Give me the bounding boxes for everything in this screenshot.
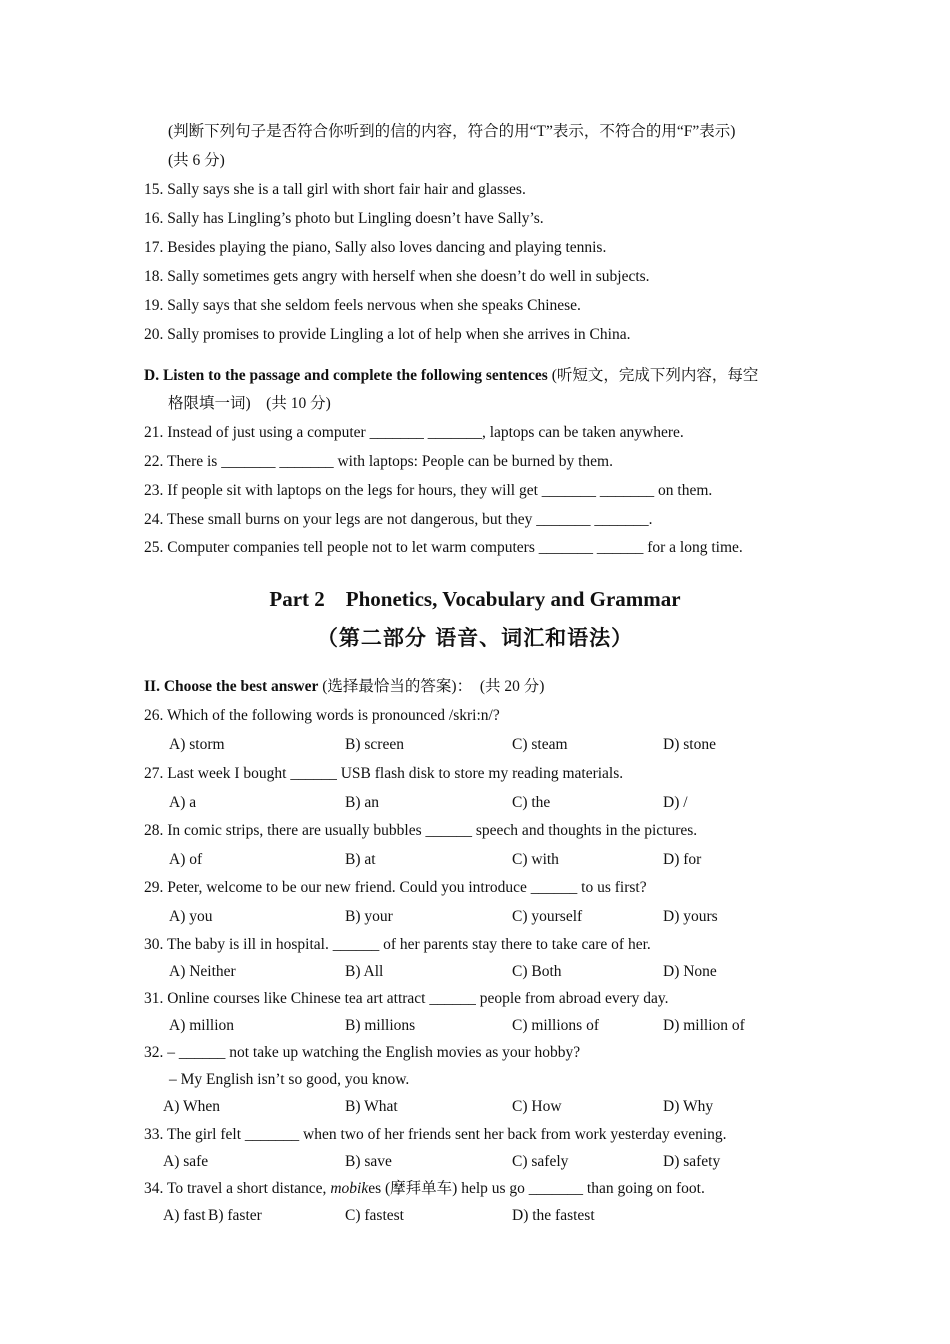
option-b: B) at bbox=[345, 851, 376, 868]
part-subtitle: （第二部分 语音、词汇和语法） bbox=[316, 626, 634, 650]
list-item: 23. If people sit with laptops on the legs for hours, they will get _______ _______ on them. bbox=[144, 482, 713, 499]
option-a: A) Neither bbox=[169, 963, 236, 980]
option-b: B) All bbox=[345, 963, 384, 980]
question-stem: 33. The girl felt _______ when two of her friends sent her back from work yesterday evening. bbox=[144, 1126, 727, 1143]
option-d: D) yours bbox=[663, 908, 718, 925]
list-item: 22. There is _______ _______ with laptops: People can be burned by them. bbox=[144, 453, 613, 470]
option-a: A) you bbox=[169, 908, 213, 925]
question-stem-part1: 34. To travel a short distance, bbox=[144, 1180, 331, 1197]
option-a: A) of bbox=[169, 851, 203, 868]
option-c: C) millions of bbox=[512, 1017, 599, 1034]
option-b: B) save bbox=[345, 1153, 392, 1170]
option-a: A) fast bbox=[163, 1207, 206, 1224]
option-a: A) million bbox=[169, 1017, 235, 1034]
option-d: D) safety bbox=[663, 1153, 721, 1170]
option-c: C) yourself bbox=[512, 908, 583, 925]
question-stem-part2: es (摩拜单车) help us go _______ than going on foot. bbox=[368, 1180, 705, 1197]
option-b: B) faster bbox=[208, 1207, 262, 1224]
question-stem: 30. The baby is ill in hospital. ______ of her parents stay there to take care of her. bbox=[144, 936, 651, 953]
option-b: B) millions bbox=[345, 1017, 416, 1034]
option-c: C) fastest bbox=[345, 1207, 404, 1224]
section-d-heading-line2: 格限填一词) (共 10 分) bbox=[168, 395, 331, 412]
question-stem: 29. Peter, welcome to be our new friend. Could you introduce ______ to us first? bbox=[144, 879, 647, 896]
question-stem-reply: – My English isn’t so good, you know. bbox=[169, 1071, 410, 1088]
question-stem: 27. Last week I bought ______ USB flash disk to store my reading materials. bbox=[144, 765, 624, 782]
section-d-heading-cn: (听短文，完成下列内容，每空 bbox=[547, 367, 759, 384]
option-a: A) storm bbox=[169, 736, 225, 753]
list-item: 20. Sally promises to provide Lingling a lot of help when she arrives in China. bbox=[144, 326, 631, 343]
option-c: C) steam bbox=[512, 736, 568, 753]
list-item: 25. Computer companies tell people not to let warm computers _______ ______ for a long time. bbox=[144, 539, 743, 556]
option-d: D) None bbox=[663, 963, 717, 980]
option-a: A) When bbox=[163, 1098, 220, 1115]
option-c: C) How bbox=[512, 1098, 562, 1115]
question-stem: 26. Which of the following words is pronounced /skri:n/? bbox=[144, 707, 500, 724]
list-item: 21. Instead of just using a computer _______ _______, laptops can be taken anywhere. bbox=[144, 424, 684, 441]
option-c: C) with bbox=[512, 851, 559, 868]
option-b: B) screen bbox=[345, 736, 404, 753]
option-b: B) an bbox=[345, 794, 380, 811]
question-stem: 31. Online courses like Chinese tea art attract ______ people from abroad every day. bbox=[144, 990, 669, 1007]
option-a: A) a bbox=[169, 794, 197, 811]
option-d: D) the fastest bbox=[512, 1207, 595, 1224]
section-c-score: (共 6 分) bbox=[168, 152, 225, 169]
option-d: D) / bbox=[663, 794, 688, 811]
question-stem bbox=[144, 1179, 705, 1199]
section-ii-heading-rest: (选择最恰当的答案)： (共 20 分) bbox=[318, 678, 545, 695]
option-d: D) Why bbox=[663, 1098, 714, 1115]
part-title: Part 2 Phonetics, Vocabulary and Grammar bbox=[269, 587, 681, 611]
option-d: D) stone bbox=[663, 736, 716, 753]
option-a: A) safe bbox=[163, 1153, 209, 1170]
list-item: 17. Besides playing the piano, Sally also loves dancing and playing tennis. bbox=[144, 239, 607, 256]
list-item: 15. Sally says she is a tall girl with short fair hair and glasses. bbox=[144, 181, 526, 198]
option-c: C) Both bbox=[512, 963, 562, 980]
list-item: 18. Sally sometimes gets angry with herself when she doesn’t do well in subjects. bbox=[144, 268, 650, 285]
section-d-heading-bold: D. Listen to the passage and complete the following sentences bbox=[144, 367, 548, 384]
question-stem-italic: mobik bbox=[330, 1180, 369, 1197]
question-stem: 28. In comic strips, there are usually bubbles ______ speech and thoughts in the pictures. bbox=[144, 822, 698, 839]
list-item: 19. Sally says that she seldom feels nervous when she speaks Chinese. bbox=[144, 297, 581, 314]
list-item: 16. Sally has Lingling’s photo but Lingling doesn’t have Sally’s. bbox=[144, 210, 544, 227]
section-ii-heading bbox=[144, 677, 544, 697]
option-d: D) for bbox=[663, 851, 702, 868]
section-d-heading bbox=[144, 366, 758, 386]
list-item: 24. These small burns on your legs are not dangerous, but they _______ _______. bbox=[144, 511, 653, 528]
section-c-instruction: (判断下列句子是否符合你听到的信的内容，符合的用“T”表示，不符合的用“F”表示) bbox=[168, 123, 736, 140]
section-ii-heading-bold: II. Choose the best answer bbox=[144, 678, 319, 695]
question-stem: 32. – ______ not take up watching the English movies as your hobby? bbox=[144, 1044, 581, 1061]
option-b: B) What bbox=[345, 1098, 398, 1115]
option-d: D) million of bbox=[663, 1017, 745, 1034]
option-b: B) your bbox=[345, 908, 393, 925]
option-c: C) the bbox=[512, 794, 551, 811]
option-c: C) safely bbox=[512, 1153, 569, 1170]
